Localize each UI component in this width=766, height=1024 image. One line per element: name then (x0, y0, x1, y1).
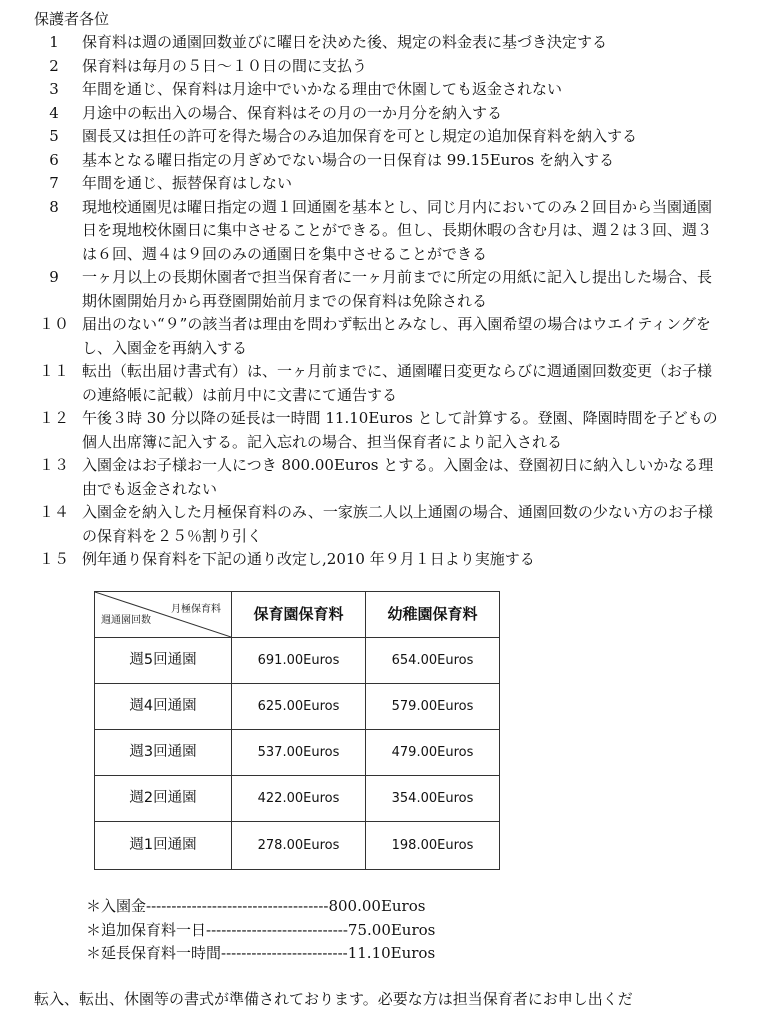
rule-number: １０ (38, 315, 69, 333)
rule-item (0, 149, 766, 173)
rule-number: 3 (49, 80, 59, 98)
rule-number: １２ (38, 409, 69, 427)
rule-item (0, 196, 766, 267)
rule-number: 6 (49, 150, 59, 169)
footer-text: 転入、転出、休園等の書式が準備されております。必要な方は担当保育者にお申し出くだ (34, 990, 633, 1008)
rule-number: 1 (49, 33, 59, 51)
fee-cell: 479.00Euros (366, 730, 500, 776)
rule-text: 届出のない“９”の該当者は理由を問わず転出とみなし、再入園希望の場合はウエイティングをし、入園金を再納入する (82, 315, 711, 357)
table-row (95, 822, 500, 870)
corner-label-visits: 週通園回数 (101, 614, 151, 626)
rule-text: 基本となる曜日指定の月ぎめでない場合の一日保育は 99.15Euros を納入する (82, 150, 614, 169)
table-row (95, 638, 500, 684)
rule-text: 一ヶ月以上の長期休園者で担当保育者に一ヶ月前までに所定の用紙に記入し提出した場合、長期休園開始月から再登園開始前月までの保育料は免除される (82, 268, 713, 310)
rule-number: １３ (38, 456, 69, 474)
rule-number: １４ (38, 503, 69, 521)
rule-item (0, 360, 766, 407)
rule-item (0, 501, 766, 548)
rule-number: １１ (38, 362, 69, 380)
rule-number: 5 (49, 127, 59, 145)
rule-item (0, 313, 766, 360)
rule-text: 入園金を納入した月極保育料のみ、一家族二人以上通園の場合、通園回数の少ない方のお子様の保育料を２５％割り引く (82, 503, 713, 545)
note-item: ＊追加保育料一日----------------------------75.00Euros (86, 920, 436, 939)
row-label: 週3回通園 (95, 730, 232, 776)
row-label: 週4回通園 (95, 684, 232, 730)
rule-number: １５ (38, 550, 69, 568)
rule-item (0, 102, 766, 126)
rule-text: 年間を通じ、保育料は月途中でいかなる理由で休園しても返金されない (82, 80, 563, 98)
note-item: ＊延長保育料一時間-------------------------11.10Euros (86, 944, 436, 962)
rule-text: 例年通り保育料を下記の通り改定し,2010 年９月１日より実施する (82, 550, 535, 568)
table-row (95, 684, 500, 730)
rule-item (0, 172, 766, 196)
rule-item (0, 266, 766, 313)
fee-cell: 537.00Euros (232, 730, 366, 776)
fee-table (94, 591, 500, 870)
rule-number: 9 (49, 268, 59, 286)
rule-text: 保育料は週の通園回数並びに曜日を決めた後、規定の料金表に基づき決定する (82, 33, 608, 51)
fee-cell: 354.00Euros (366, 776, 500, 822)
table-row (95, 730, 500, 776)
rule-number: 4 (49, 103, 59, 122)
rule-number: 8 (49, 197, 59, 216)
rule-text: 保育料は毎月の５日～１０日の間に支払う (82, 56, 368, 75)
rule-number: 7 (49, 174, 59, 192)
fee-cell: 422.00Euros (232, 776, 366, 822)
rule-text: 年間を通じ、振替保育はしない (82, 174, 293, 192)
row-label: 週2回通園 (95, 776, 232, 822)
rule-item (0, 31, 766, 55)
row-label: 週5回通園 (95, 638, 232, 684)
rules-list (0, 31, 766, 572)
rule-text: 午後３時 30 分以降の延長は一時間 11.10Euros として計算する。登園、降園時間を子どもの個人出席簿に記入する。記入忘れの場合、担当保育者により記入される (82, 409, 718, 451)
col-header-kindergarten: 幼稚園保育料 (366, 592, 500, 638)
row-label: 週1回通園 (95, 822, 232, 870)
fee-notes (86, 895, 435, 966)
rule-text: 転出（転出届け書式有）は、一ヶ月前までに、通園曜日変更ならびに週通園回数変更（お子様の連絡帳に記載）は前月中に文書にて通告する (82, 362, 713, 404)
fee-table-header-row (95, 592, 500, 638)
rule-item (0, 55, 766, 79)
rule-text: 園長又は担任の許可を得た場合のみ追加保育を可とし規定の追加保育料を納入する (82, 127, 638, 145)
fee-cell: 579.00Euros (366, 684, 500, 730)
greeting: 保護者各位 (34, 10, 110, 28)
rule-item (0, 407, 766, 454)
table-row (95, 776, 500, 822)
fee-table-corner (95, 592, 232, 638)
rule-text: 入園金はお子様お一人につき 800.00Euros とする。入園金は、登園初日に納入しいかなる理由でも返金されない (82, 456, 714, 498)
fee-cell: 625.00Euros (232, 684, 366, 730)
rule-text: 現地校通園児は曜日指定の週１回通園を基本とし、同じ月内においてのみ２回目から当園通園日を現地校休園日に集中させることができる。但し、長期休暇の含む月は、週２は３回、週３は６回、週４は９回のみの通園日を集中させることができる (82, 197, 713, 263)
rule-number: 2 (49, 56, 59, 75)
fee-cell: 691.00Euros (232, 638, 366, 684)
col-header-nursery: 保育園保育料 (232, 592, 366, 638)
rule-item (0, 78, 766, 102)
fee-cell: 278.00Euros (232, 822, 366, 870)
rule-item (0, 454, 766, 501)
note-item: ＊入園金------------------------------------800.00Euros (86, 897, 426, 915)
rule-text: 月途中の転出入の場合、保育料はその月の一か月分を納入する (82, 103, 503, 122)
fee-cell: 198.00Euros (366, 822, 500, 870)
rule-item (0, 548, 766, 572)
fee-cell: 654.00Euros (366, 638, 500, 684)
rule-item (0, 125, 766, 149)
corner-label-fee: 月極保育料 (171, 604, 221, 615)
